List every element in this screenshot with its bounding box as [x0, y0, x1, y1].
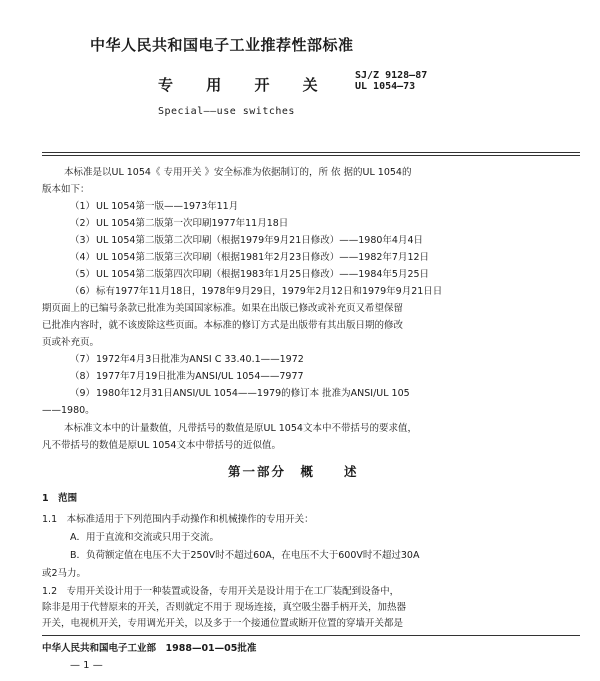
intro-line-2: 版本如下：	[42, 184, 90, 195]
edition-item: （1）UL 1054第一版——1973年11月	[70, 201, 239, 212]
clause-1-2-line: 1.2 专用开关设计用于一种装置或设备，专用开关是设计用于在工厂装配到设备中，	[42, 586, 400, 597]
footer-divider	[42, 635, 580, 636]
clause-1-2-line: 除非是用于代替原来的开关，否则就定不用于 现场连接，真空吸尘器手柄开关，加热器	[42, 602, 407, 613]
edition-item: （3）UL 1054第二版第二次印刷（根据1979年9月21日修改）——1980年4月4日	[70, 235, 424, 246]
paragraph-line: 已批准内容时，就不该废除这些页面。本标准的修订方式是出版带有其出版日期的修改	[42, 320, 404, 331]
clause-item-b-cont: 或2马力。	[42, 568, 87, 579]
approval-item: （8）1977年7月19日批准为ANSI/UL 1054——7977	[70, 371, 304, 382]
paragraph-line: 期页面上的已编号条款已批准为美国国家标准。如果在出版已修改或补充页又希望保留	[42, 303, 404, 314]
clause-1-2-line: 开关，电视机开关，专用调光开关，以及多于一个接通位置或断开位置的穿墙开关都是	[42, 618, 404, 629]
standard-code-ul: UL 1054—73	[355, 81, 416, 92]
approval-footer: 中华人民共和国电子工业部 1988—01—05批准	[42, 643, 257, 654]
paragraph-line: ——1980。	[42, 405, 95, 416]
standard-code-sj: SJ/Z 9128—87	[355, 70, 428, 81]
standard-codes	[355, 70, 427, 92]
paragraph-line: 页或补充页。	[42, 337, 100, 348]
issuing-authority-header: 中华人民共和国电子工业推荐性部标准	[90, 36, 354, 54]
part-heading: 第一部分 概 述	[228, 464, 359, 479]
page-number: — 1 —	[70, 660, 103, 671]
document-title: 专 用 开 关	[158, 76, 332, 94]
note-line: 凡不带括号的数值是原UL 1054文本中带括号的近似值。	[42, 440, 281, 451]
intro-line-1: 本标准是以UL 1054《 专用开关 》安全标准为依据制订的，所 依 据的UL 1054的	[64, 167, 412, 178]
approval-item: （7）1972年4月3日批准为ANSI C 33.40.1——1972	[70, 354, 304, 365]
clause-item-a: A．用于直流和交流或只用于交流。	[70, 532, 219, 543]
clause-1-1: 1.1 本标准适用于下列范围内手动操作和机械操作的专用开关：	[42, 514, 314, 525]
section-title: 1 范围	[42, 493, 78, 504]
edition-item: （6）标有1977年11月18日，1978年9月29日，1979年2月12日和1979年9月21日日	[70, 286, 443, 297]
note-line: 本标准文本中的计量数值，凡带括号的数值是原UL 1054文本中不带括号的要求值，	[64, 423, 417, 434]
english-subtitle: Special——use switches	[158, 106, 295, 117]
clause-item-b: B．负荷额定值在电压不大于250V时不超过60A，在电压不大于600V时不超过30A	[70, 550, 420, 561]
edition-item: （2）UL 1054第二版第一次印刷1977年11月18日	[70, 218, 289, 229]
header-divider-bottom	[42, 155, 580, 156]
approval-item: （9）1980年12月31日ANSI/UL 1054——1979的修订本 批准为ANSI/UL 105	[70, 388, 410, 399]
edition-item: （5）UL 1054第二版第四次印刷（根据1983年1月25日修改）——1984年5月25日	[70, 269, 430, 280]
header-divider-top	[42, 152, 580, 153]
edition-item: （4）UL 1054第二版第三次印刷（根据1981年2月23日修改）——1982年7月12日	[70, 252, 430, 263]
